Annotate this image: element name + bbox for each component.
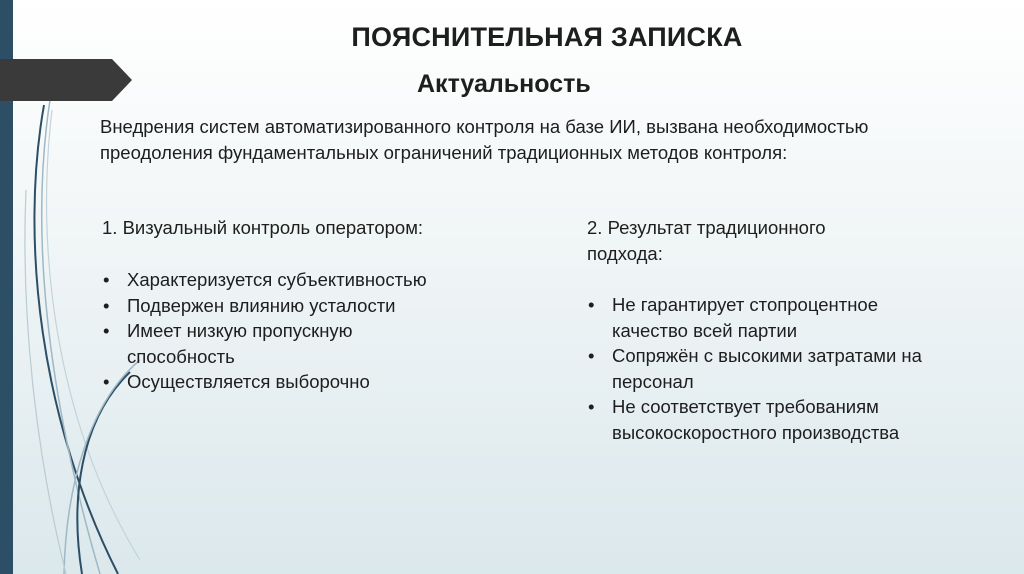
bullet-icon: •	[588, 294, 595, 315]
list-item	[102, 369, 462, 395]
column1-heading: 1. Визуальный контроль оператором:	[102, 217, 424, 238]
list-item	[102, 267, 462, 293]
bullet-icon: •	[588, 396, 595, 417]
bullet-icon: •	[588, 345, 595, 366]
intro-paragraph: Внедрения систем автоматизированного контроля на базе ИИ, вызвана необходимостью преодоления фундаментальных ограничений традиционных методов контроля:	[100, 116, 869, 163]
list-item-text: Осуществляется выборочно	[127, 371, 370, 392]
list-item-text: Имеет низкую пропускную способность	[127, 320, 353, 367]
list-item-text: Сопряжён с высокими затратами на персонал	[612, 345, 922, 392]
list-item-text: Подвержен влиянию усталости	[127, 294, 396, 316]
arrow-tab	[0, 59, 132, 101]
list-item	[587, 394, 957, 445]
list-item	[102, 318, 462, 369]
slide-subtitle: Актуальность	[417, 70, 591, 98]
bullet-icon: •	[103, 320, 110, 341]
column2-heading: 2. Результат традиционного подхода:	[587, 217, 826, 264]
list-item	[102, 293, 462, 319]
list-item	[587, 343, 957, 394]
list-item-text: Не соответствует требованиям высокоскоростного производства	[612, 396, 900, 443]
bullet-icon: •	[103, 371, 110, 392]
list-item	[587, 292, 957, 343]
bullet-icon: •	[103, 294, 110, 316]
list-item-text: Характеризуется субъективностью	[127, 269, 427, 290]
list-item-text: Не гарантирует стопроцентное качество всей партии	[612, 294, 878, 341]
column1-list	[102, 267, 462, 395]
bullet-icon: •	[103, 269, 110, 290]
column2-list	[587, 292, 957, 445]
slide-title: ПОЯСНИТЕЛЬНАЯ ЗАПИСКА	[351, 22, 743, 52]
